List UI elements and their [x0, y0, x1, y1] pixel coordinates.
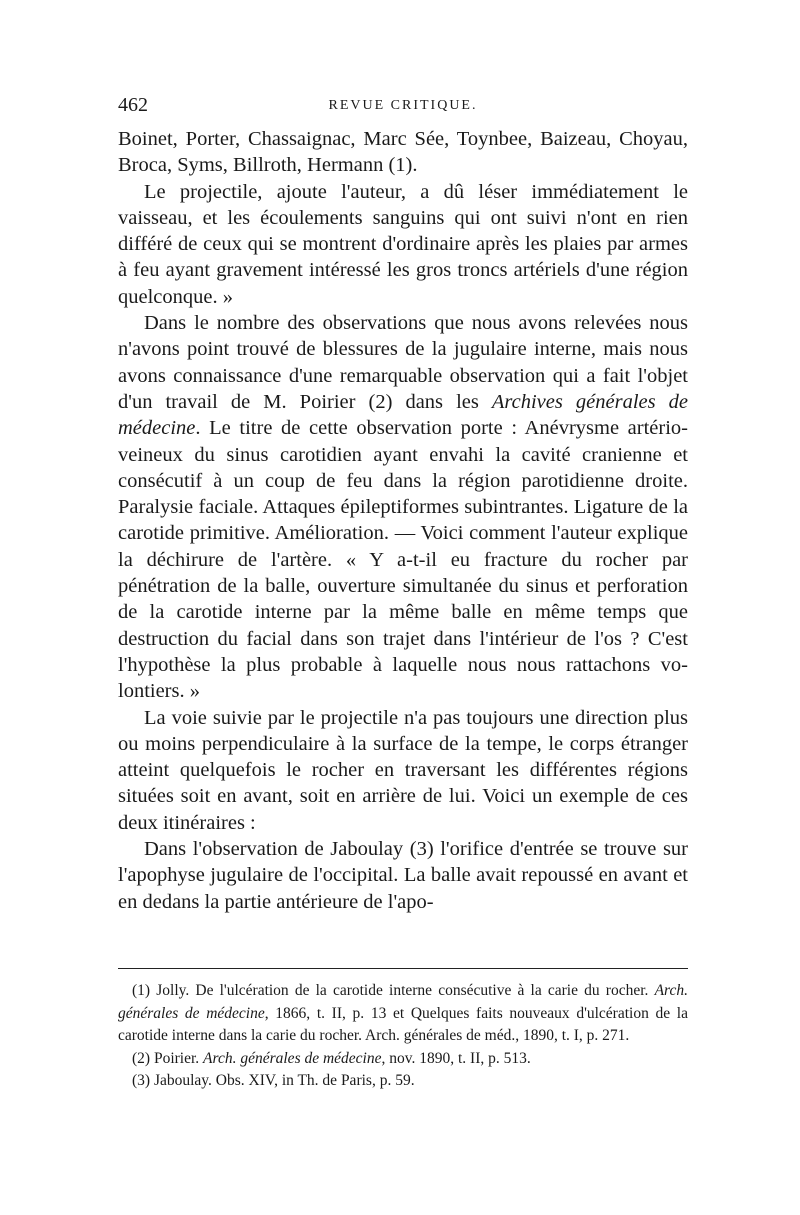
body-text: [118, 126, 688, 915]
footnote-2: [118, 1048, 688, 1071]
journal-title-italic: Archives générales de médecine: [118, 390, 688, 440]
footnote-2-part-a: (2) Poirier.: [132, 1049, 204, 1067]
footnote-3: (3) Jaboulay. Obs. XIV, in Th. de Paris, p. 59.: [132, 1072, 415, 1089]
footnote-1-part-a: (1) Jolly. De l'ulcération de la carotide interne consécutive à la carie du rocher.: [132, 982, 655, 999]
footnotes: [118, 980, 688, 1093]
paragraph-5: Dans l'observation de Jaboulay (3) l'orifice d'entrée se trouve sur l'apophyse jugulaire de l'occipital. La balle avait repoussé en avant et en dedans la partie antérieure de l'apo-: [118, 838, 688, 913]
footnote-1-journal: Arch. générales de médecine: [118, 982, 688, 1022]
page-header: [118, 94, 688, 120]
footnote-divider: [118, 968, 688, 969]
paragraph-1: Boinet, Porter, Chassaignac, Marc Sée, Toynbee, Baizeau, Choyau, Broca, Syms, Billroth, Hermann (1).: [118, 128, 688, 177]
running-title: REVUE CRITIQUE.: [328, 98, 478, 113]
footnote-1-part-b: , 1866, t. II, p. 13 et Quelques faits nouveaux d'ulcération de la carotide interne dans la carie du rocher. Arch. générales de méd., 1890, t. I, p. 271.: [118, 1004, 688, 1044]
paragraph-4: La voie suivie par le projectile n'a pas toujours une direction plus ou moins perpendiculaire à la surface de la tempe, le corps étranger atteint quelquefois le rocher en traversant les différentes régions situées soit en avant, soit en arrière de lui. Voici un exemple de ces deux itinéraires :: [118, 706, 688, 834]
footnote-1: [118, 980, 688, 1048]
paragraph-3-part-b: . Le titre de cette observation porte : Anévrysme artério-veineux du sinus carotidien ayant envahi la cavité cranienne et consécutif à un coup de feu dans la région parotidienne droite. Paralysie faciale. Attaques épileptiformes subintrantes. Ligature de la carotide primitive. Amélioration. — Voici comment l'auteur explique la déchirure de l'artère. « Y a-t-il eu fracture du rocher par pénétration de la balle, ouverture simultanée du sinus et perforation de la carotide interne par la même balle en même temps que destruction du facial dans son trajet dans l'intérieur de l'os ? C'est l'hypothèse la plus probable à laquelle nous nous rattachons volontiers. »: [118, 417, 688, 703]
footnote-2-journal: Arch. générales de médecine: [203, 1049, 382, 1067]
footnote-2-part-b: , nov. 1890, t. II, p. 513.: [381, 1049, 531, 1067]
paragraph-3-part-a: Dans le nombre des observations que nous avons relevées nous n'avons point trouvé de blessures de la jugulaire interne, mais nous avons connaissance d'une remarquable observation qui a fait l'objet d'un travail de M. Poirier (2) dans les: [118, 312, 688, 413]
paragraph-2: Le projectile, ajoute l'auteur, a dû léser immédiatement le vaisseau, et les écoulements sanguins qui ont suivi n'ont en rien différé de ceux qui se montrent d'ordinaire après les plaies par armes à feu ayant gravement intéressé les gros troncs artériels d'une région quelconque. »: [118, 180, 688, 308]
page-number: 462: [118, 94, 148, 116]
paragraph-3: [118, 310, 688, 704]
